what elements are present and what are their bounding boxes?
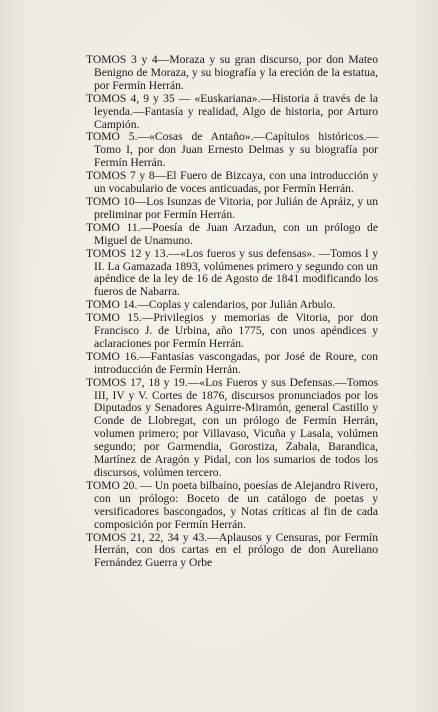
catalog-entry: TOMOS 21, 22, 34 y 43.—Aplausos y Censuras, por Fermín Herrán, con dos cartas en el prólogo de don Aureliano Fernández Guerra y Orbe xyxy=(86,530,378,570)
catalog-entry: TOMOS 3 y 4—Moraza y su gran discurso, por don Mateo Benigno de Moraza, y su biografía y la ereción de la estatua, por Fermín Herrán. xyxy=(86,53,378,92)
catalog-entry: TOMOS 4, 9 y 35 — «Euskariana».—Historia á través de la leyenda.—Fantasía y realidad, Algo de historia, por Arturo Campión. xyxy=(86,91,378,131)
catalog-entry: TOMO 16.—Fantasías vascongadas, por José de Roure, con introducción de Fermín Herrán. xyxy=(86,349,378,376)
catalog-entry: TOMOS 7 y 8—El Fuero de Bizcaya, con una introducción y un vocabulario de voces anticuadas, por Fermín Herrán. xyxy=(86,169,378,196)
catalog-entry: TOMOS 12 y 13.—«Los fueros y sus defensas». —Tomos I y II. La Gamazada 1893, volúmenes primero y segundo con un apéndice de la ley de 16 de Agosto de 1841 modificando los fueros de Nabarra. xyxy=(86,246,378,299)
catalog-entry: TOMOS 17, 18 y 19.—«Los Fueros y sus Defensas.—Tomos III, IV y V. Cortes de 1876, discursos pronunciados por los Diputados y Senadores Aguirre-Miramón, general Castillo y Conde de Llobregat, con un prólogo de Fermín Herrán, volumen primero; por Villavaso, Vicuña y Lasala, volúmen segundo; por Garmendia, Gorostiza, Zabala, Barandica, Martínez de Aragón y Pidal, con los sumarios de todos los discursos, volúmen tercero. xyxy=(86,375,378,479)
catalog-entry: TOMO 14.—Coplas y calendarios, por Julián Arbulo. xyxy=(86,298,336,312)
catalog-text-block xyxy=(86,54,378,570)
catalog-entry: TOMO 20. — Un poeta bilbaíno, poesías de Alejandro Rivero, con un prólogo: Boceto de un catálogo de poetas y versificadores bascongados, y Notas críticas al fin de cada composición por Fermín Herrán. xyxy=(86,478,378,531)
catalog-entry: TOMO 5.—«Cosas de Antaño».—Capítulos históricos.—Tomo I, por don Juan Ernesto Delmas y su biografía por Fermín Herrán. xyxy=(86,130,378,170)
catalog-entry: TOMO 10—Los Isunzas de Vitoria, por Julián de Apráiz, y un preliminar por Fermín Herrán. xyxy=(86,194,378,221)
catalog-entry: TOMO 15.—Privilegios y memorias de Vitoria, por don Francisco J. de Urbina, año 1775, con unos apéndices y aclaraciones por Fermín Herrán. xyxy=(86,311,378,350)
catalog-entry: TOMO 11.—Poesía de Juan Arzadun, con un prólogo de Miguel de Unamuno. xyxy=(86,220,378,247)
